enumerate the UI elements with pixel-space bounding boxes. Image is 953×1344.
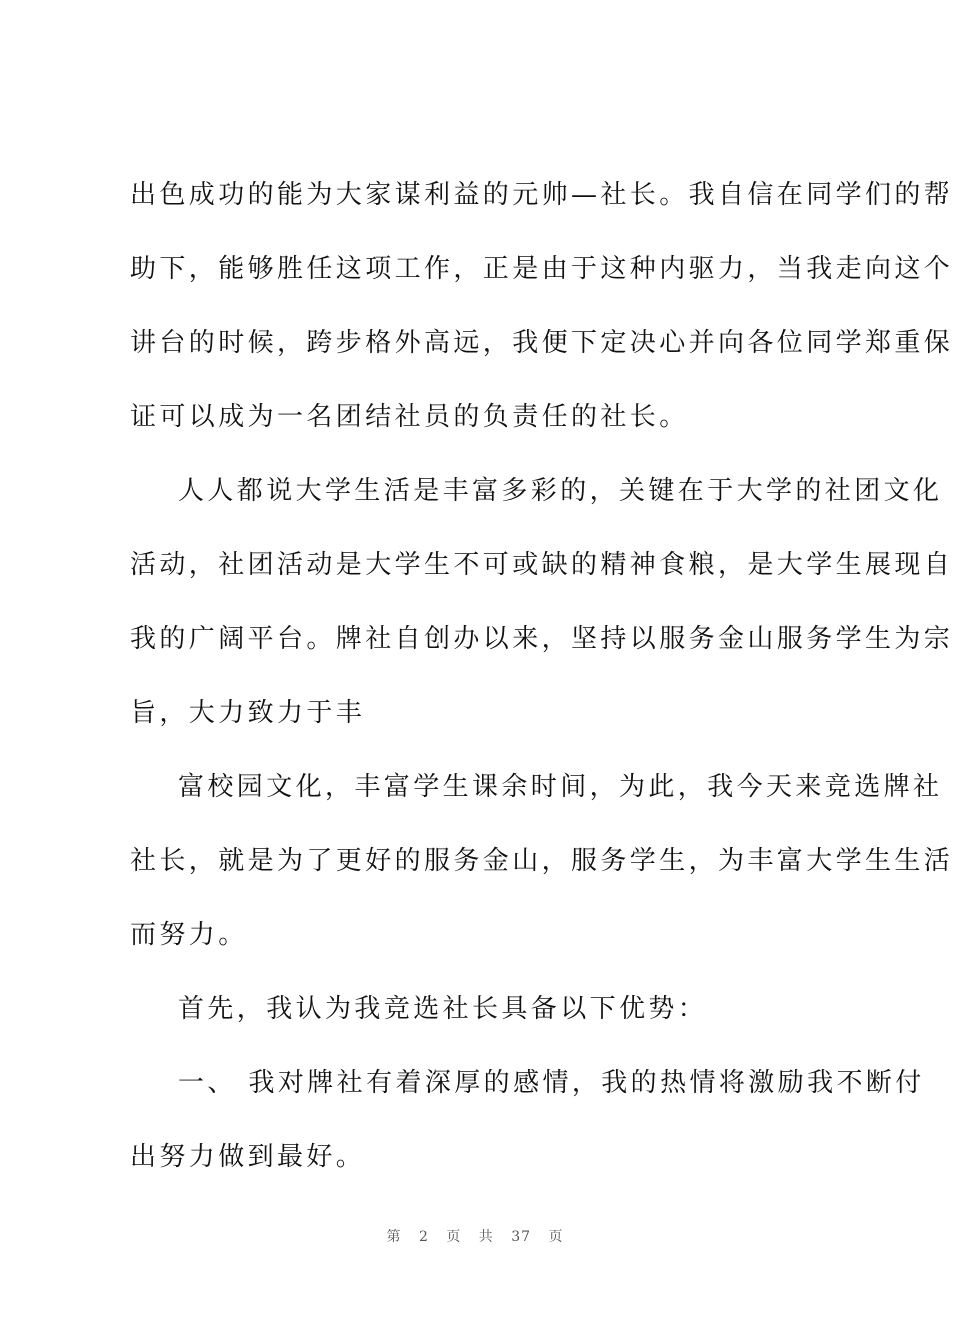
text-line: 我的广阔平台。牌社自创办以来，坚持以服务金山服务学生为宗 [130, 624, 953, 654]
footer-label-total-unit: 页 [548, 1229, 564, 1245]
text-line: 讲台的时候，跨步格外高远，我便下定决心并向各位同学郑重保 [130, 328, 953, 358]
text-line: 旨，大力致力于丰 [130, 698, 366, 728]
footer-label-page-unit: 页 [446, 1229, 462, 1245]
text-line: 出努力做到最好。 [130, 1142, 366, 1172]
text-line: 人人都说大学生活是丰富多彩的，关键在于大学的社团文化 [178, 476, 943, 506]
text-line: 富校园文化，丰富学生课余时间，为此，我今天来竞选牌社 [178, 772, 943, 802]
text-line: 首先，我认为我竞选社长具备以下优势： [178, 994, 708, 1024]
text-line: 社长，就是为了更好的服务金山，服务学生，为丰富大学生生活 [130, 846, 953, 876]
body-text [130, 158, 953, 1194]
footer-total-pages: 37 [511, 1229, 532, 1245]
page-footer [0, 1226, 950, 1246]
footer-label-total: 共 [478, 1229, 494, 1245]
text-line: 而努力。 [130, 920, 248, 950]
footer-label-page: 第 [386, 1229, 402, 1245]
text-line: 活动，社团活动是大学生不可或缺的精神食粮，是大学生展现自 [130, 550, 953, 580]
text-line: 一、 我对牌社有着深厚的感情，我的热情将激励我不断付 [178, 1068, 925, 1098]
text-line: 出色成功的能为大家谋利益的元帅—社长。我自信在同学们的帮 [130, 180, 953, 210]
footer-page-number: 2 [418, 1229, 429, 1245]
text-line: 证可以成为一名团结社员的负责任的社长。 [130, 402, 689, 432]
text-line: 助下，能够胜任这项工作，正是由于这种内驱力，当我走向这个 [130, 254, 953, 284]
